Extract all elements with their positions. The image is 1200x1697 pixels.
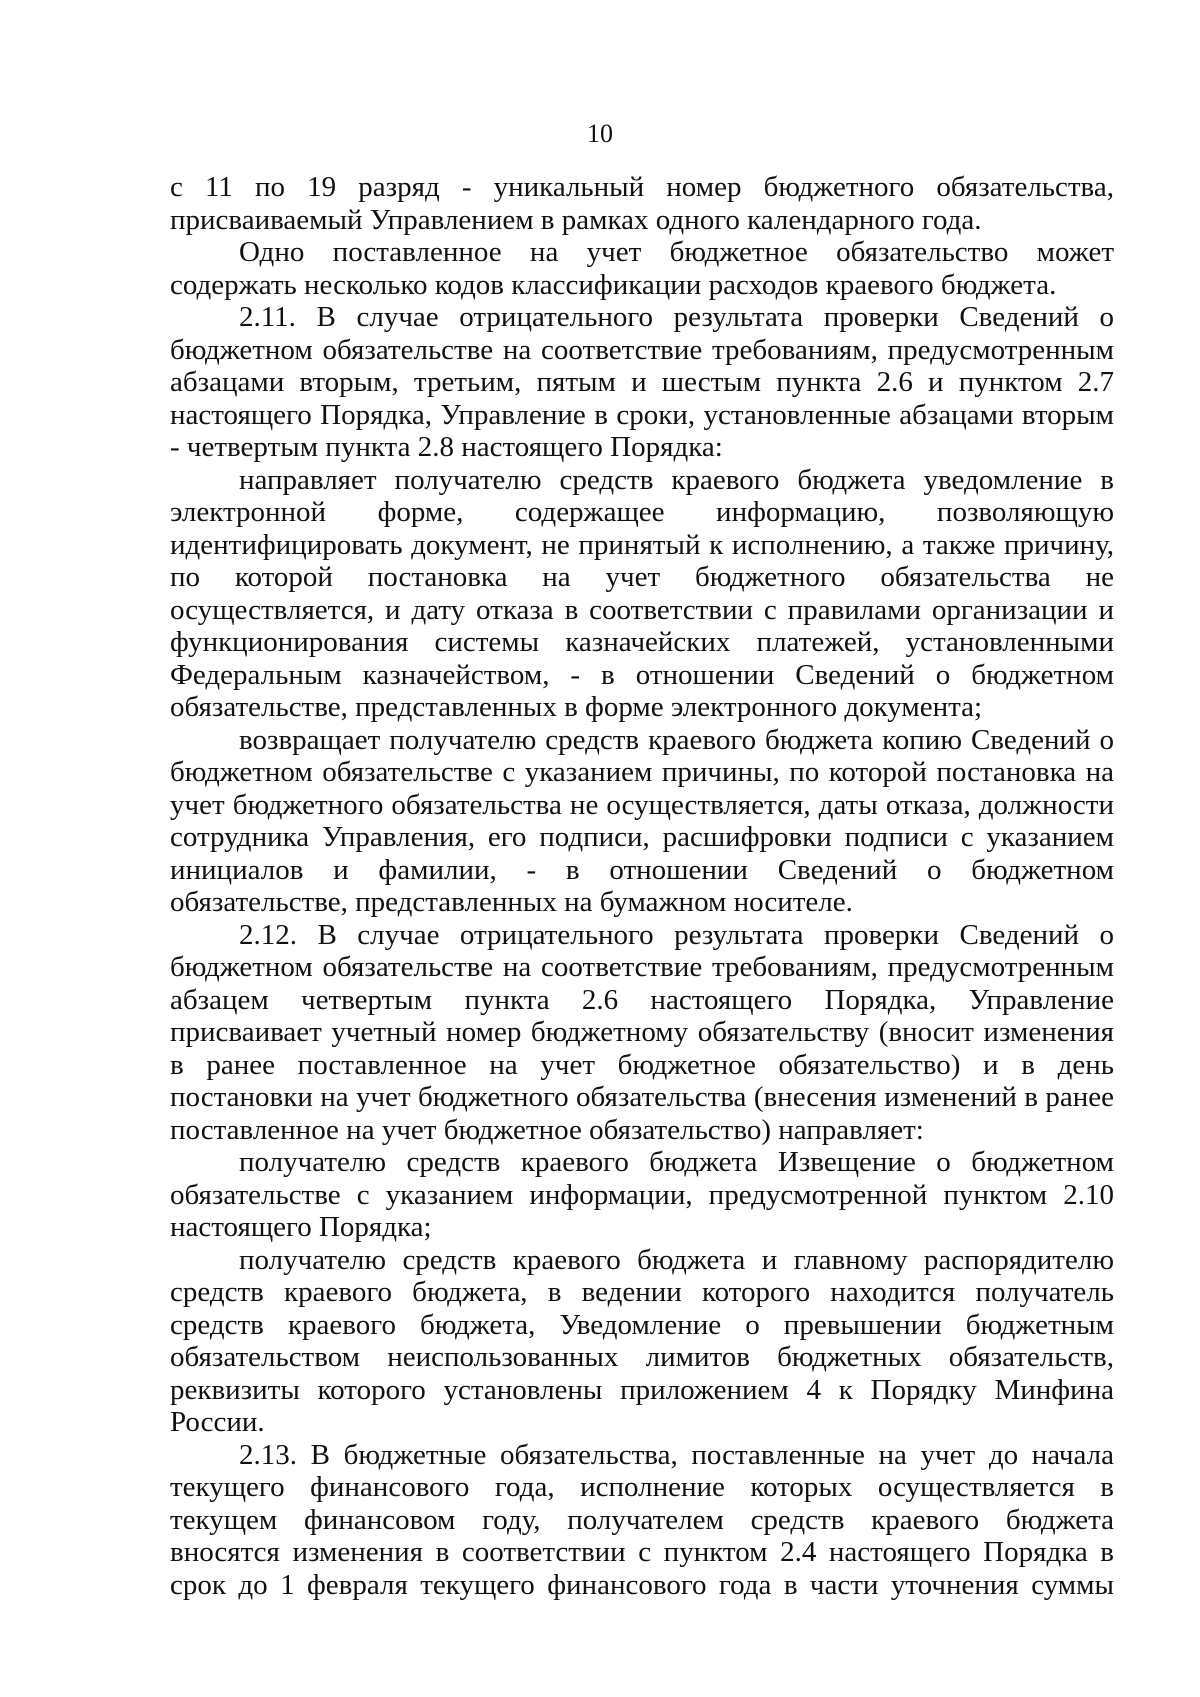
paragraph-multiple-codes: Одно поставленное на учет бюджетное обязательство может содержать несколько кодов классификации расходов краевого бюджета.: [170, 236, 1114, 301]
paragraph-2-11: 2.11. В случае отрицательного результата проверки Сведений о бюджетном обязательстве на соответствие требованиям, предусмотренным абзацами вторым, третьим, пятым и шестым пункта 2.6 и пунктом 2.7 настоящего Порядка, Управление в сроки, установленные абзацами вторым - четвертым пункта 2.8 настоящего Порядка:: [170, 301, 1114, 463]
paragraph-2-11-electronic: направляет получателю средств краевого бюджета уведомление в электронной форме, содержащее информацию, позволяющую идентифицировать документ, не принятый к исполнению, а также причину, по которой постановка на учет бюджетного обязательства не осуществляется, и дату отказа в соответствии с правилами организации и функционирования системы казначейских платежей, установленными Федеральным казначейством, - в отношении Сведений о бюджетном обязательстве, представленных в форме электронного документа;: [170, 463, 1114, 723]
page-number: 10: [587, 119, 613, 148]
paragraph-2-13: 2.13. В бюджетные обязательства, поставленные на учет до начала текущего финансового года, исполнение которых осуществляется в текущем финансовом году, получателем средств краевого бюджета вносятся изменения в соответствии с пунктом 2.4 настоящего Порядка в срок до 1 февраля текущего финансового года в части уточнения суммы: [170, 1438, 1114, 1601]
paragraph-digits-11-19: с 11 по 19 разряд - уникальный номер бюджетного обязательства, присваиваемый Управлением в рамках одного календарного года.: [170, 171, 1114, 236]
paragraph-2-11-paper: возвращает получателю средств краевого бюджета копию Сведений о бюджетном обязательстве с указанием причины, по которой постановка на учет бюджетного обязательства не осуществляется, даты отказа, должности сотрудника Управления, его подписи, расшифровки подписи с указанием инициалов и фамилии, - в отношении Сведений о бюджетном обязательстве, представленных на бумажном носителе.: [170, 723, 1114, 918]
paragraph-2-12: 2.12. В случае отрицательного результата проверки Сведений о бюджетном обязательстве на соответствие требованиям, предусмотренным абзацем четвертым пункта 2.6 настоящего Порядка, Управление присваивает учетный номер бюджетному обязательству (вносит изменения в ранее поставленное на учет бюджетное обязательство) и в день постановки на учет бюджетного обязательства (внесения изменений в ранее поставленное на учет бюджетное обязательство) направляет:: [170, 918, 1114, 1146]
paragraph-2-12-excess-notice: получателю средств краевого бюджета и главному распорядителю средств краевого бюджета, в ведении которого находится получатель средств краевого бюджета, Уведомление о превышении бюджетным обязательством неиспользованных лимитов бюджетных обязательств, реквизиты которого установлены приложением 4 к Порядку Минфина России.: [170, 1243, 1114, 1438]
document-body: [170, 171, 1114, 1601]
paragraph-2-12-notice: получателю средств краевого бюджета Извещение о бюджетном обязательстве с указанием информации, предусмотренной пунктом 2.10 настоящего Порядка;: [170, 1146, 1114, 1243]
